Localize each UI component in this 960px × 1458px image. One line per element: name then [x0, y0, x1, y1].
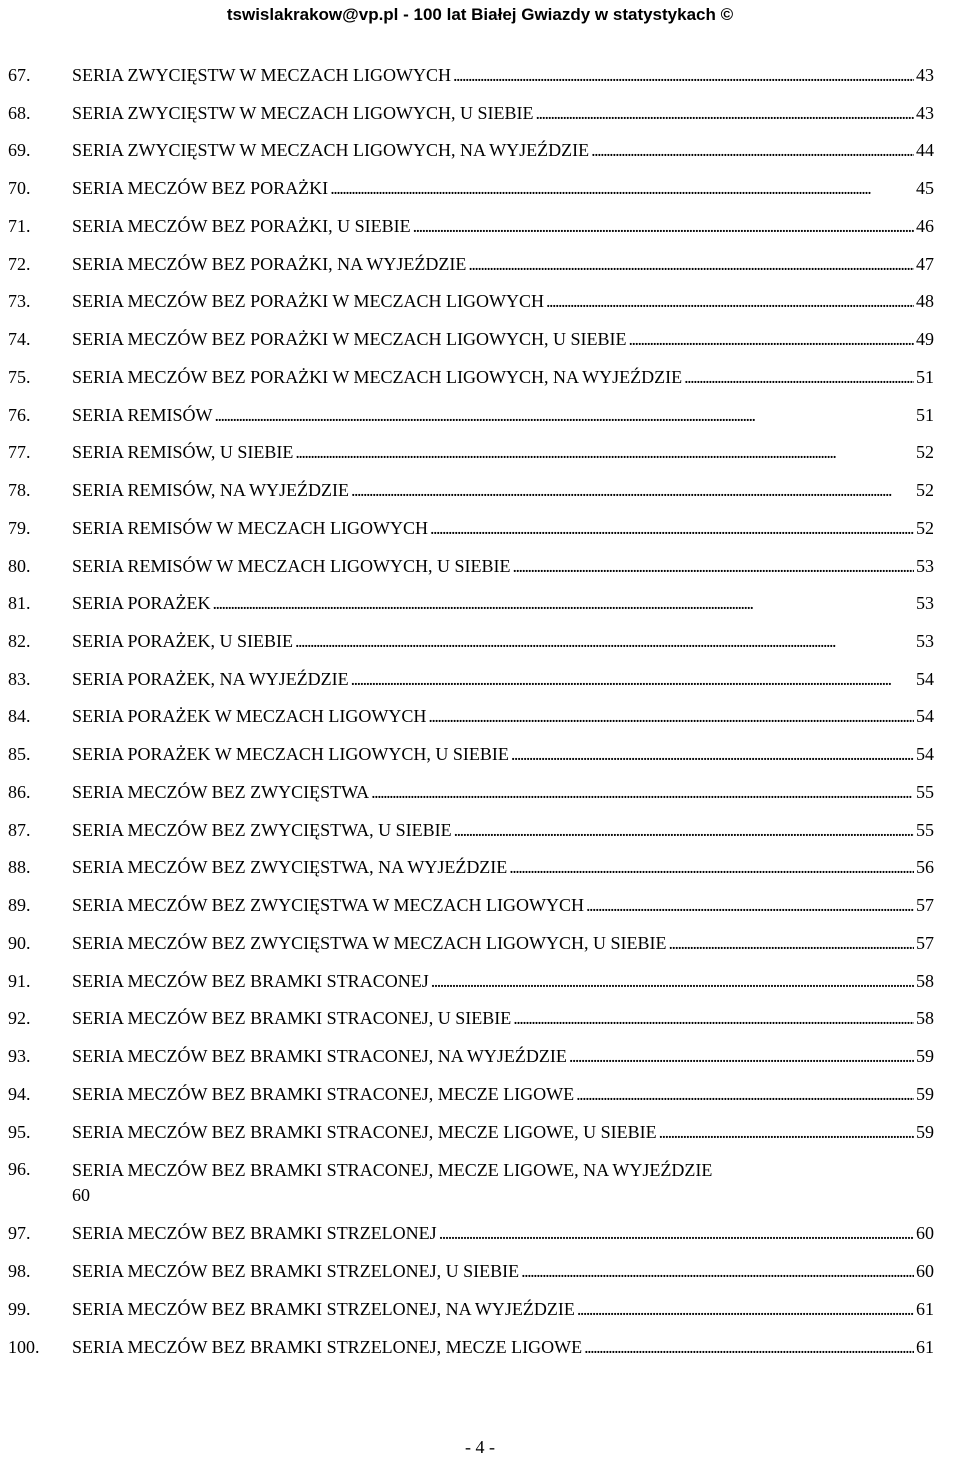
toc-entry-page: 60: [72, 1185, 90, 1206]
toc-entry-number: 67.: [8, 65, 31, 85]
toc-entry[interactable]: [0, 624, 960, 662]
toc-entry-page: 52: [916, 517, 934, 538]
toc-entry-title: SERIA MECZÓW BEZ BRAMKI STRACONEJ, U SIEBIE: [72, 1008, 512, 1029]
toc-entry[interactable]: [0, 888, 960, 926]
toc-entry-page: 53: [916, 631, 934, 652]
toc-entry-page: 46: [916, 215, 934, 236]
dot-leader: [371, 781, 914, 803]
toc-entry-title: SERIA MECZÓW BEZ BRAMKI STRZELONEJ, MECZE LIGOWE: [72, 1336, 583, 1357]
toc-entry-title: SERIA ZWYCIĘSTW W MECZACH LIGOWYCH, NA WYJEŹDZIE: [72, 140, 590, 161]
toc-entry-page: 58: [916, 1008, 934, 1029]
toc-entry-page: 47: [916, 253, 934, 274]
dot-leader: [428, 705, 914, 727]
toc-entry-title: SERIA MECZÓW BEZ PORAŻKI: [72, 178, 329, 199]
toc-entry[interactable]: [0, 322, 960, 360]
dot-leader: [509, 856, 914, 878]
toc-entry[interactable]: [0, 1330, 960, 1368]
toc-entry[interactable]: [0, 1152, 960, 1216]
toc-entry-title: SERIA REMISÓW: [72, 404, 213, 425]
toc-entry-page: 56: [916, 857, 934, 878]
toc-entry[interactable]: [0, 473, 960, 511]
dot-leader: [454, 819, 914, 841]
toc-entry-number: 77.: [8, 442, 31, 463]
toc-entry-page: 55: [916, 819, 934, 840]
toc-entry-page: 49: [916, 329, 934, 350]
dot-leader: [295, 441, 914, 463]
toc-entry-number: 69.: [8, 140, 31, 161]
toc-entry-number: 99.: [8, 1298, 31, 1319]
dot-leader: [684, 366, 914, 388]
dot-leader: [668, 932, 914, 954]
dot-leader: [513, 555, 914, 577]
dot-leader: [330, 177, 914, 199]
toc-entry-title: SERIA MECZÓW BEZ ZWYCIĘSTWA: [72, 781, 370, 802]
toc-entry-title: SERIA MECZÓW BEZ ZWYCIĘSTWA W MECZACH LIGOWYCH, U SIEBIE: [72, 932, 667, 953]
dot-leader: [569, 1045, 914, 1067]
toc-entry-number: 79.: [8, 517, 31, 538]
table-of-contents: [0, 58, 960, 1367]
toc-entry[interactable]: [0, 662, 960, 700]
toc-entry-title: SERIA MECZÓW BEZ PORAŻKI W MECZACH LIGOWYCH, NA WYJEŹDZIE: [72, 366, 683, 387]
toc-entry-page: 52: [916, 480, 934, 501]
dot-leader: [413, 215, 914, 237]
toc-entry[interactable]: [0, 133, 960, 171]
dot-leader: [453, 64, 914, 86]
toc-entry-page: 55: [916, 781, 934, 802]
toc-entry[interactable]: [0, 1077, 960, 1115]
toc-entry-number: 75.: [8, 366, 31, 387]
toc-entry-page: 60: [916, 1261, 934, 1282]
toc-entry[interactable]: [0, 850, 960, 888]
toc-entry-number: 71.: [8, 215, 31, 236]
dot-leader: [431, 970, 914, 992]
toc-entry-page: 61: [916, 1298, 934, 1319]
dot-leader: [535, 102, 914, 124]
toc-entry[interactable]: [0, 699, 960, 737]
toc-entry-number: 85.: [8, 744, 31, 765]
dot-leader: [295, 630, 914, 652]
toc-entry-number: 82.: [8, 631, 31, 652]
toc-entry-number: 74.: [8, 329, 31, 350]
toc-entry[interactable]: [0, 775, 960, 813]
toc-entry[interactable]: [0, 171, 960, 209]
toc-entry[interactable]: [0, 549, 960, 587]
toc-entry-title: SERIA MECZÓW BEZ BRAMKI STRACONEJ, MECZE LIGOWE: [72, 1083, 575, 1104]
toc-entry[interactable]: [0, 1292, 960, 1330]
toc-entry-title: SERIA MECZÓW BEZ BRAMKI STRZELONEJ: [72, 1223, 437, 1244]
dot-leader: [351, 479, 914, 501]
toc-entry[interactable]: [0, 1216, 960, 1254]
dot-leader: [576, 1083, 914, 1105]
toc-entry-page: 57: [916, 895, 934, 916]
dot-leader: [546, 290, 914, 312]
toc-entry-page: 59: [916, 1083, 934, 1104]
dot-leader: [591, 139, 914, 161]
toc-entry-number: 93.: [8, 1046, 31, 1067]
toc-entry-title: SERIA MECZÓW BEZ ZWYCIĘSTWA W MECZACH LIGOWYCH: [72, 895, 584, 916]
toc-entry-number: 84.: [8, 706, 31, 727]
toc-entry-page: 53: [916, 593, 934, 614]
toc-entry-number: 95.: [8, 1121, 31, 1142]
toc-entry-title: SERIA REMISÓW W MECZACH LIGOWYCH, U SIEBIE: [72, 555, 511, 576]
toc-entry-title: SERIA ZWYCIĘSTW W MECZACH LIGOWYCH: [72, 65, 451, 85]
toc-entry-number: 86.: [8, 781, 31, 802]
toc-entry-number: 100.: [8, 1336, 40, 1357]
toc-entry[interactable]: [0, 1254, 960, 1292]
toc-entry[interactable]: [0, 284, 960, 322]
dot-leader: [521, 1260, 914, 1282]
toc-entry-number: 94.: [8, 1083, 31, 1104]
dot-leader: [213, 592, 914, 614]
dot-leader: [629, 328, 915, 350]
dot-leader: [215, 404, 914, 426]
toc-entry-title: SERIA PORAŻEK W MECZACH LIGOWYCH, U SIEBIE: [72, 744, 509, 765]
toc-entry-number: 89.: [8, 895, 31, 916]
toc-entry-page: 57: [916, 932, 934, 953]
dot-leader: [659, 1121, 914, 1143]
toc-entry-number: 90.: [8, 932, 31, 953]
toc-entry-title: SERIA MECZÓW BEZ ZWYCIĘSTWA, NA WYJEŹDZIE: [72, 857, 508, 878]
page-number: - 4 -: [465, 1437, 495, 1457]
toc-entry-page: 43: [916, 65, 934, 85]
page-header: tswislakrakow@vp.pl - 100 lat Białej Gwiazdy w statystykach ©: [226, 5, 734, 24]
toc-entry-title: SERIA REMISÓW W MECZACH LIGOWYCH: [72, 517, 429, 538]
toc-entry-title: SERIA ZWYCIĘSTW W MECZACH LIGOWYCH, U SIEBIE: [72, 102, 534, 123]
dot-leader: [468, 253, 914, 275]
toc-entry[interactable]: [0, 586, 960, 624]
toc-entry-title: SERIA REMISÓW, NA WYJEŹDZIE: [72, 480, 350, 501]
toc-entry-title: SERIA PORAŻEK, U SIEBIE: [72, 631, 294, 652]
dot-leader: [586, 894, 914, 916]
dot-leader: [511, 743, 914, 765]
dot-leader: [351, 668, 914, 690]
toc-entry[interactable]: [0, 1039, 960, 1077]
toc-entry[interactable]: [0, 1001, 960, 1039]
toc-entry-page: 51: [916, 404, 934, 425]
toc-entry-page: 61: [916, 1336, 934, 1357]
toc-entry-page: 54: [916, 744, 934, 765]
toc-entry[interactable]: [0, 360, 960, 398]
toc-entry[interactable]: [0, 964, 960, 1002]
dot-leader: [439, 1222, 914, 1244]
toc-entry-title: SERIA MECZÓW BEZ PORAŻKI, NA WYJEŹDZIE: [72, 253, 467, 274]
toc-entry-title: SERIA MECZÓW BEZ BRAMKI STRACONEJ, MECZE LIGOWE, NA WYJEŹDZIE: [72, 1160, 713, 1181]
toc-entry[interactable]: [0, 209, 960, 247]
toc-entry-page: 45: [916, 178, 934, 199]
toc-entry-number: 70.: [8, 178, 31, 199]
toc-entry-page: 44: [916, 140, 934, 161]
toc-entry-title: SERIA PORAŻEK, NA WYJEŹDZIE: [72, 668, 349, 689]
dot-leader: [430, 517, 914, 539]
toc-entry[interactable]: [0, 247, 960, 285]
toc-entry-number: 88.: [8, 857, 31, 878]
toc-entry-title: SERIA PORAŻEK: [72, 593, 211, 614]
toc-entry[interactable]: [0, 398, 960, 436]
toc-entry-page: 52: [916, 442, 934, 463]
dot-leader: [577, 1298, 914, 1320]
toc-entry-title: SERIA MECZÓW BEZ PORAŻKI W MECZACH LIGOWYCH: [72, 291, 544, 312]
toc-entry-number: 68.: [8, 102, 31, 123]
toc-entry[interactable]: [0, 435, 960, 473]
toc-entry[interactable]: [0, 511, 960, 549]
toc-entry-page: 58: [916, 970, 934, 991]
toc-entry-page: 53: [916, 555, 934, 576]
toc-entry-page: 43: [916, 102, 934, 123]
toc-entry-number: 92.: [8, 1008, 31, 1029]
toc-entry-page: 54: [916, 706, 934, 727]
toc-entry[interactable]: [0, 926, 960, 964]
toc-entry-number: 81.: [8, 593, 31, 614]
toc-entry-title: SERIA MECZÓW BEZ BRAMKI STRZELONEJ, NA WYJEŹDZIE: [72, 1298, 575, 1319]
toc-entry-number: 96.: [8, 1159, 31, 1180]
dot-leader: [584, 1336, 914, 1358]
toc-entry[interactable]: [0, 1115, 960, 1153]
toc-entry-title: SERIA MECZÓW BEZ BRAMKI STRZELONEJ, U SIEBIE: [72, 1261, 520, 1282]
toc-entry-number: 98.: [8, 1261, 31, 1282]
toc-entry-title: SERIA MECZÓW BEZ BRAMKI STRACONEJ, MECZE LIGOWE, U SIEBIE: [72, 1121, 657, 1142]
toc-entry-number: 97.: [8, 1223, 31, 1244]
dot-leader: [513, 1007, 914, 1029]
toc-entry-page: 48: [916, 291, 934, 312]
toc-entry-page: 59: [916, 1046, 934, 1067]
toc-entry-page: 51: [916, 366, 934, 387]
toc-entry-page: 60: [916, 1223, 934, 1244]
toc-entry-number: 87.: [8, 819, 31, 840]
toc-entry-title: SERIA MECZÓW BEZ BRAMKI STRACONEJ: [72, 970, 429, 991]
toc-entry-number: 91.: [8, 970, 31, 991]
toc-entry-number: 83.: [8, 668, 31, 689]
toc-entry[interactable]: [0, 96, 960, 134]
toc-entry[interactable]: [0, 737, 960, 775]
toc-entry-number: 76.: [8, 404, 31, 425]
toc-entry[interactable]: [0, 58, 960, 96]
toc-entry-number: 72.: [8, 253, 31, 274]
toc-entry-number: 78.: [8, 480, 31, 501]
toc-entry-title: SERIA MECZÓW BEZ ZWYCIĘSTWA, U SIEBIE: [72, 819, 452, 840]
toc-entry-number: 73.: [8, 291, 31, 312]
toc-entry[interactable]: [0, 813, 960, 851]
toc-entry-title: SERIA MECZÓW BEZ PORAŻKI W MECZACH LIGOWYCH, U SIEBIE: [72, 329, 627, 350]
toc-entry-page: 54: [916, 668, 934, 689]
toc-entry-number: 80.: [8, 555, 31, 576]
toc-entry-title: SERIA MECZÓW BEZ BRAMKI STRACONEJ, NA WYJEŹDZIE: [72, 1046, 567, 1067]
toc-entry-page: 59: [916, 1121, 934, 1142]
toc-entry-title: SERIA PORAŻEK W MECZACH LIGOWYCH: [72, 706, 427, 727]
toc-entry-title: SERIA MECZÓW BEZ PORAŻKI, U SIEBIE: [72, 215, 411, 236]
toc-entry-title: SERIA REMISÓW, U SIEBIE: [72, 442, 294, 463]
